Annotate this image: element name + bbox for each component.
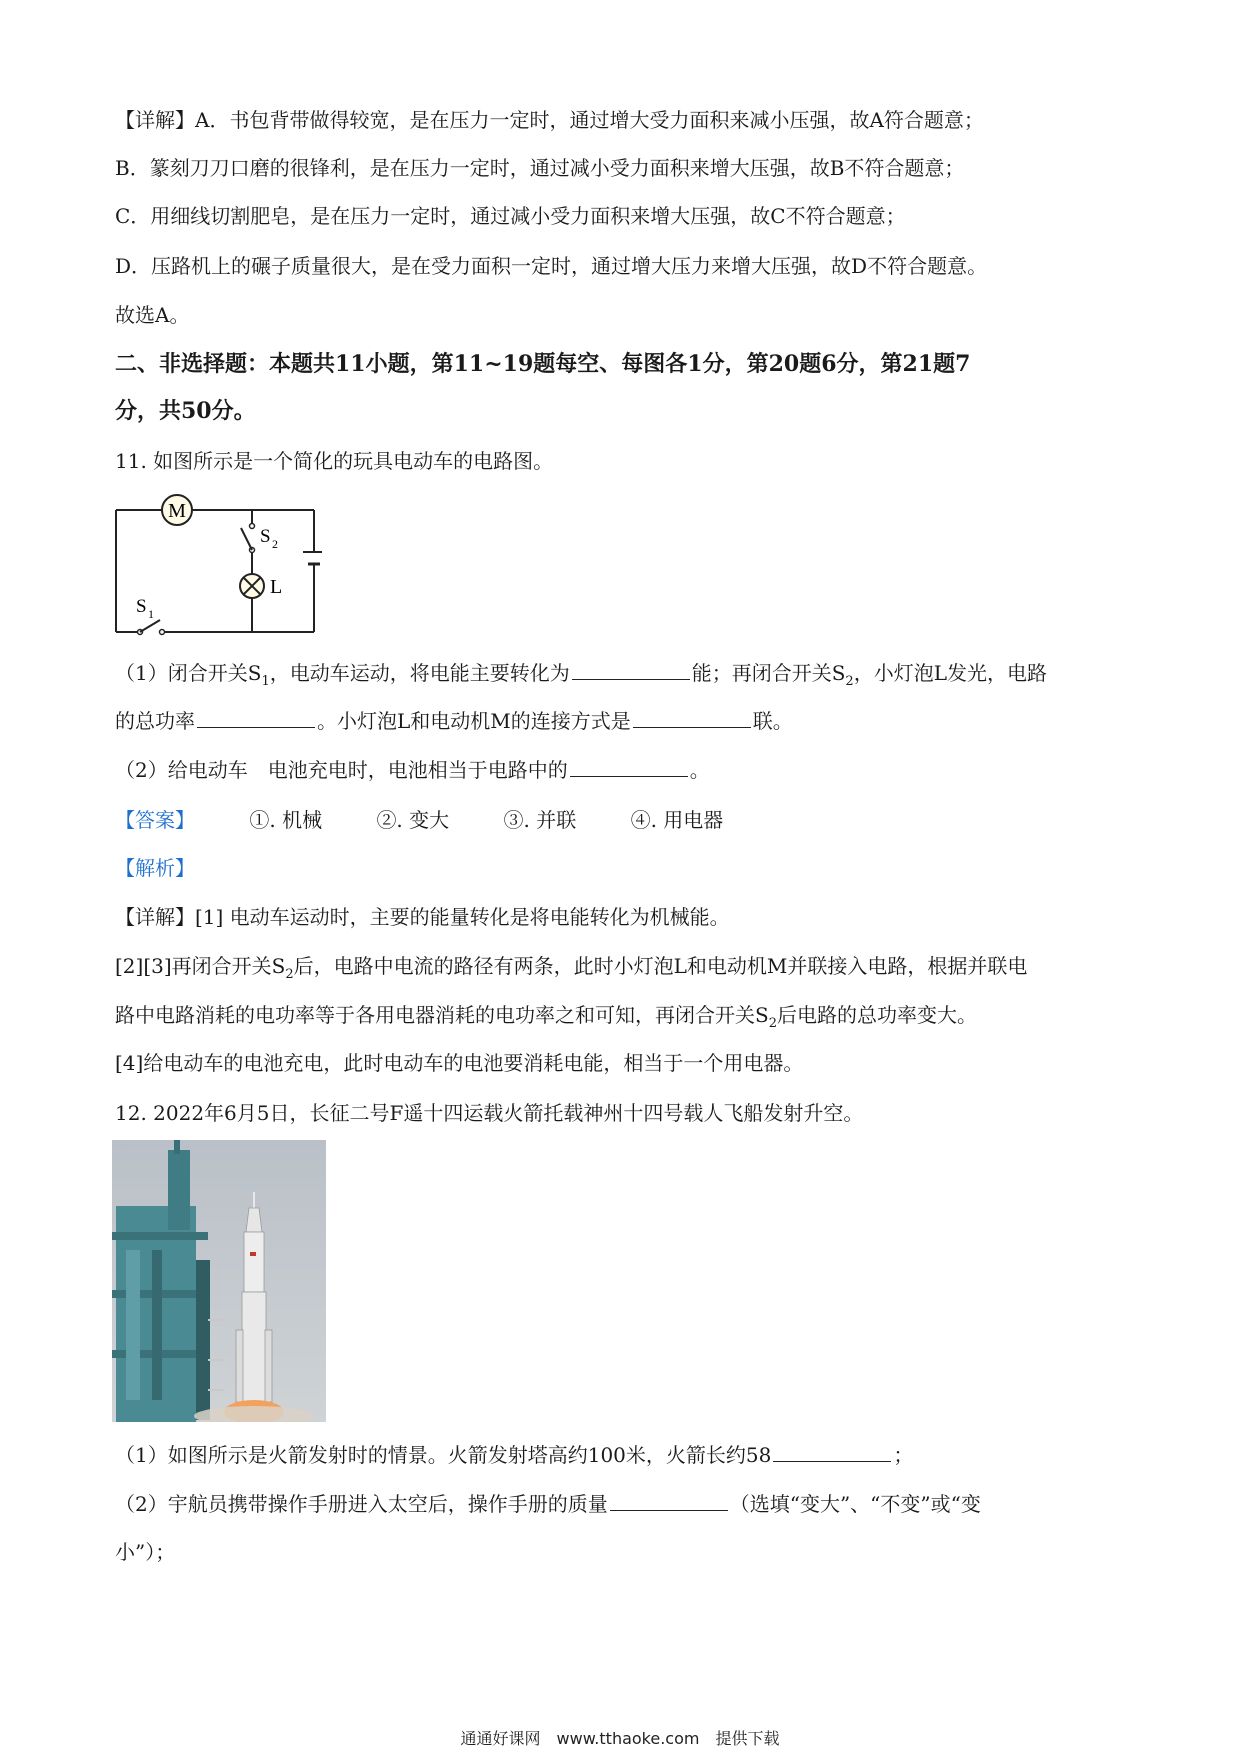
answer-item: ③. 并联 [503, 808, 577, 832]
option-b: B．篆刻刀刀口磨的很锋利，是在压力一定时，通过减小受力面积来增大压强，故B不符合题意； [115, 156, 965, 180]
answer-item: ④. 用电器 [630, 808, 724, 832]
switch-s2 [241, 528, 252, 550]
q11-answer-row [115, 806, 723, 834]
section-heading-line2: 分，共50分。 [115, 398, 256, 424]
s1-label: S [136, 596, 147, 617]
q11-part1-line2: 的总功率 。小灯泡L和电动机M的连接方式是 联。 [115, 709, 793, 733]
answer-item: ②. 变大 [376, 808, 450, 832]
option-d: D．压路机上的碾子质量很大，是在受力面积一定时，通过增大压力来增大压强，故D不符合题意。 [115, 254, 988, 278]
q11-detail3: 路中电路消耗的电功率等于各用电器消耗的电功率之和可知，再闭合开关$S_2$后电路的总功率变大。 [115, 1003, 977, 1031]
answer-blank[interactable] [197, 707, 315, 728]
lamp-label: L [270, 576, 283, 598]
choose-answer: 故选A。 [115, 303, 190, 327]
circuit-diagram [112, 492, 322, 640]
answer-blank[interactable] [572, 659, 690, 680]
page-footer: 通通好课网 www.tthaoke.com 提供下载 [460, 1729, 780, 1748]
answer-item: ①. 机械 [249, 808, 323, 832]
switch-s1 [140, 620, 160, 632]
s1-label-sub: 1 [148, 607, 154, 621]
detail-option-a: 【详解】A．书包背带做得较宽，是在压力一定时，通过增大受力面积来减小压强，故A符合题意； [115, 108, 984, 132]
answer-blank[interactable] [633, 707, 751, 728]
answer-blank[interactable] [773, 1441, 891, 1462]
option-c: C．用细线切割肥皂，是在压力一定时，通过减小受力面积来增大压强，故C不符合题意； [115, 204, 906, 228]
s2-label: S [260, 526, 271, 547]
section-heading-line1: 二、非选择题：本题共11小题，第11~19题每空、每图各1分，第20题6分，第21题7 [115, 351, 971, 377]
q11-stem: 11. 如图所示是一个简化的玩具电动车的电路图。 [115, 449, 554, 473]
q12-stem: 12. 2022年6月5日，长征二号F遥十四运载火箭托载神州十四号载人飞船发射升空。 [115, 1101, 864, 1125]
answer-label: 【答案】 [115, 808, 195, 832]
s2-label-sub: 2 [272, 537, 278, 551]
answer-blank[interactable] [570, 756, 688, 777]
analysis-label: 【解析】 [115, 856, 195, 880]
q11-part2: （2）给电动车 电池充电时，电池相当于电路中的 。 [115, 758, 710, 782]
q12-part2: （2）宇航员携带操作手册进入太空后，操作手册的质量 （选填“变大”、“不变”或“变 [115, 1492, 981, 1516]
q12-part1: （1）如图所示是火箭发射时的情景。火箭发射塔高约100米，火箭长约58 ； [115, 1443, 914, 1467]
motor-label: M [168, 500, 186, 522]
q11-detail1: 【详解】[1] 电动车运动时，主要的能量转化是将电能转化为机械能。 [115, 905, 730, 929]
q12-part2-line2: 小”）； [115, 1540, 176, 1564]
rocket-launch-photo [112, 1140, 326, 1422]
q11-detail2: [2][3]再闭合开关$S_2$后，电路中电流的路径有两条，此时小灯泡L和电动机M并联接入电路，根据并联电 [115, 954, 1028, 982]
answer-blank[interactable] [610, 1490, 728, 1511]
q11-part1-line1: （1）闭合开关$S_1$，电动车运动，将电能主要转化为 能；再闭合开关$S_2$，小灯泡L发光，电路 [115, 661, 1047, 689]
q11-detail4: [4]给电动车的电池充电，此时电动车的电池要消耗电能，相当于一个用电器。 [115, 1051, 804, 1075]
